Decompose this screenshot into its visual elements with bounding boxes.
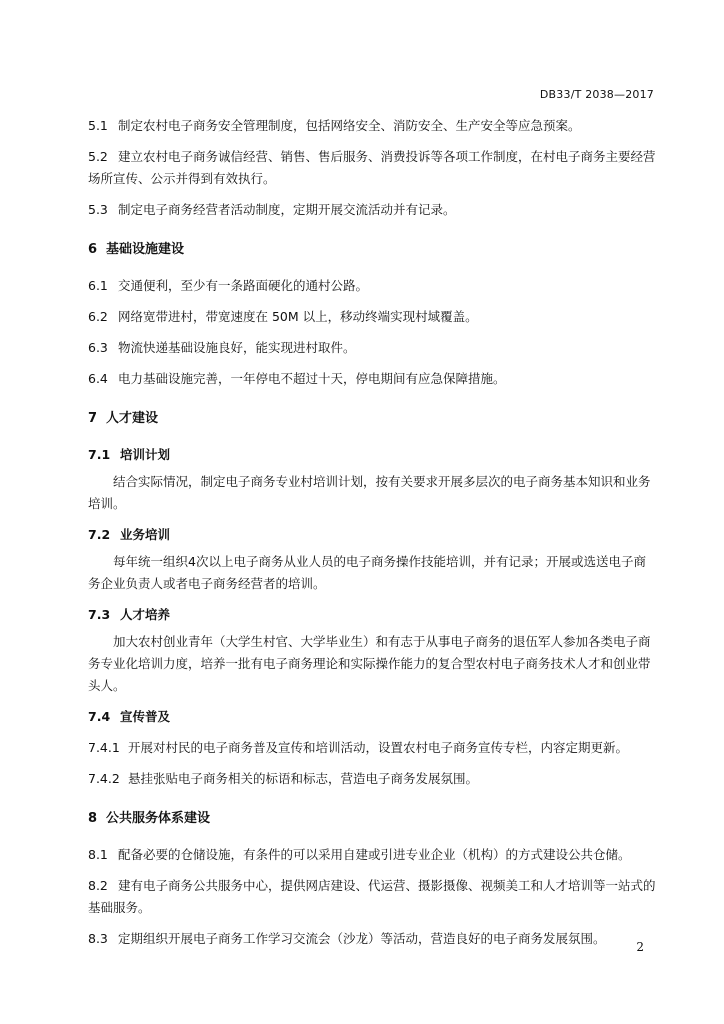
clause-text: 建有电子商务公共服务中心，提供网店建设、代运营、摄影摄像、视频美工和人才培训等一站式的基础服务。 bbox=[88, 878, 656, 915]
clause-text: 配备必要的仓储设施，有条件的可以采用自建或引进专业企业（机构）的方式建设公共仓储。 bbox=[118, 847, 631, 862]
clause-6-4 bbox=[88, 368, 658, 390]
clause-number: 5.1 bbox=[88, 118, 108, 133]
document-body bbox=[88, 115, 658, 950]
clause-text: 物流快递基础设施良好，能实现进村取件。 bbox=[118, 340, 356, 355]
clause-text: 开展对村民的电子商务普及宣传和培训活动，设置农村电子商务宣传专栏，内容定期更新。 bbox=[128, 740, 629, 755]
clause-number: 6.2 bbox=[88, 309, 108, 324]
document-code: DB33/T 2038—2017 bbox=[539, 88, 654, 101]
subsection-number: 7.3 bbox=[88, 607, 111, 622]
clause-text: 交通便利，至少有一条路面硬化的通村公路。 bbox=[118, 278, 369, 293]
clause-number: 6.1 bbox=[88, 278, 108, 293]
clause-number: 5.2 bbox=[88, 149, 108, 164]
clause-5-2 bbox=[88, 146, 658, 190]
clause-7-4-1 bbox=[88, 737, 658, 759]
clause-text: 电力基础设施完善，一年停电不超过十天，停电期间有应急保障措施。 bbox=[118, 371, 506, 386]
clause-number: 7.4.2 bbox=[88, 771, 120, 786]
page-number: 2 bbox=[636, 940, 644, 954]
clause-8-3 bbox=[88, 928, 658, 950]
section-title: 公共服务体系建设 bbox=[106, 811, 211, 826]
subsection-number: 7.1 bbox=[88, 447, 111, 462]
clause-7-4-2 bbox=[88, 768, 658, 790]
clause-text: 建立农村电子商务诚信经营、销售、售后服务、消费投诉等各项工作制度，在村电子商务主要经营场所宣传、公示并得到有效执行。 bbox=[88, 149, 656, 186]
section-number: 7 bbox=[88, 411, 98, 426]
section-title: 人才建设 bbox=[106, 411, 159, 426]
subsection-number: 7.4 bbox=[88, 709, 111, 724]
subsection-number: 7.2 bbox=[88, 527, 111, 542]
subsection-heading-7-4 bbox=[88, 706, 658, 728]
clause-text: 定期组织开展电子商务工作学习交流会（沙龙）等活动，营造良好的电子商务发展氛围。 bbox=[118, 931, 606, 946]
clause-6-1 bbox=[88, 275, 658, 297]
subsection-heading-7-3 bbox=[88, 604, 658, 626]
clause-number: 6.3 bbox=[88, 340, 108, 355]
clause-text: 网络宽带进村，带宽速度在 50M 以上，移动终端实现村域覆盖。 bbox=[118, 309, 478, 324]
subsection-title: 宣传普及 bbox=[120, 709, 171, 724]
clause-8-2 bbox=[88, 875, 658, 919]
paragraph-7-1: 结合实际情况，制定电子商务专业村培训计划，按有关要求开展多层次的电子商务基本知识和业务培训。 bbox=[88, 474, 651, 511]
clause-number: 8.2 bbox=[88, 878, 108, 893]
clause-6-2 bbox=[88, 306, 658, 328]
subsection-title: 业务培训 bbox=[120, 527, 171, 542]
section-number: 6 bbox=[88, 242, 98, 257]
clause-number: 8.1 bbox=[88, 847, 108, 862]
clause-number: 8.3 bbox=[88, 931, 108, 946]
subsection-heading-7-2 bbox=[88, 524, 658, 546]
section-heading-8 bbox=[88, 808, 658, 830]
clause-text: 制定电子商务经营者活动制度，定期开展交流活动并有记录。 bbox=[118, 202, 456, 217]
clause-8-1 bbox=[88, 844, 658, 866]
subsection-heading-7-1 bbox=[88, 444, 658, 466]
section-number: 8 bbox=[88, 811, 98, 826]
paragraph-7-2: 每年统一组织4次以上电子商务从业人员的电子商务操作技能培训，并有记录；开展或选送电子商务企业负责人或者电子商务经营者的培训。 bbox=[88, 554, 646, 591]
subsection-title: 人才培养 bbox=[120, 607, 171, 622]
paragraph-7-3: 加大农村创业青年（大学生村官、大学毕业生）和有志于从事电子商务的退伍军人参加各类电子商务专业化培训力度，培养一批有电子商务理论和实际操作能力的复合型农村电子商务技术人才和创业带头人。 bbox=[88, 634, 651, 693]
clause-text: 悬挂张贴电子商务相关的标语和标志，营造电子商务发展氛围。 bbox=[128, 771, 479, 786]
clause-5-1 bbox=[88, 115, 658, 137]
clause-text: 制定农村电子商务安全管理制度，包括网络安全、消防安全、生产安全等应急预案。 bbox=[118, 118, 581, 133]
subsection-title: 培训计划 bbox=[120, 447, 171, 462]
clause-number: 7.4.1 bbox=[88, 740, 120, 755]
section-heading-7 bbox=[88, 408, 658, 430]
clause-number: 6.4 bbox=[88, 371, 108, 386]
section-title: 基础设施建设 bbox=[106, 242, 185, 257]
clause-number: 5.3 bbox=[88, 202, 108, 217]
clause-5-3 bbox=[88, 199, 658, 221]
section-heading-6 bbox=[88, 239, 658, 261]
clause-6-3 bbox=[88, 337, 658, 359]
